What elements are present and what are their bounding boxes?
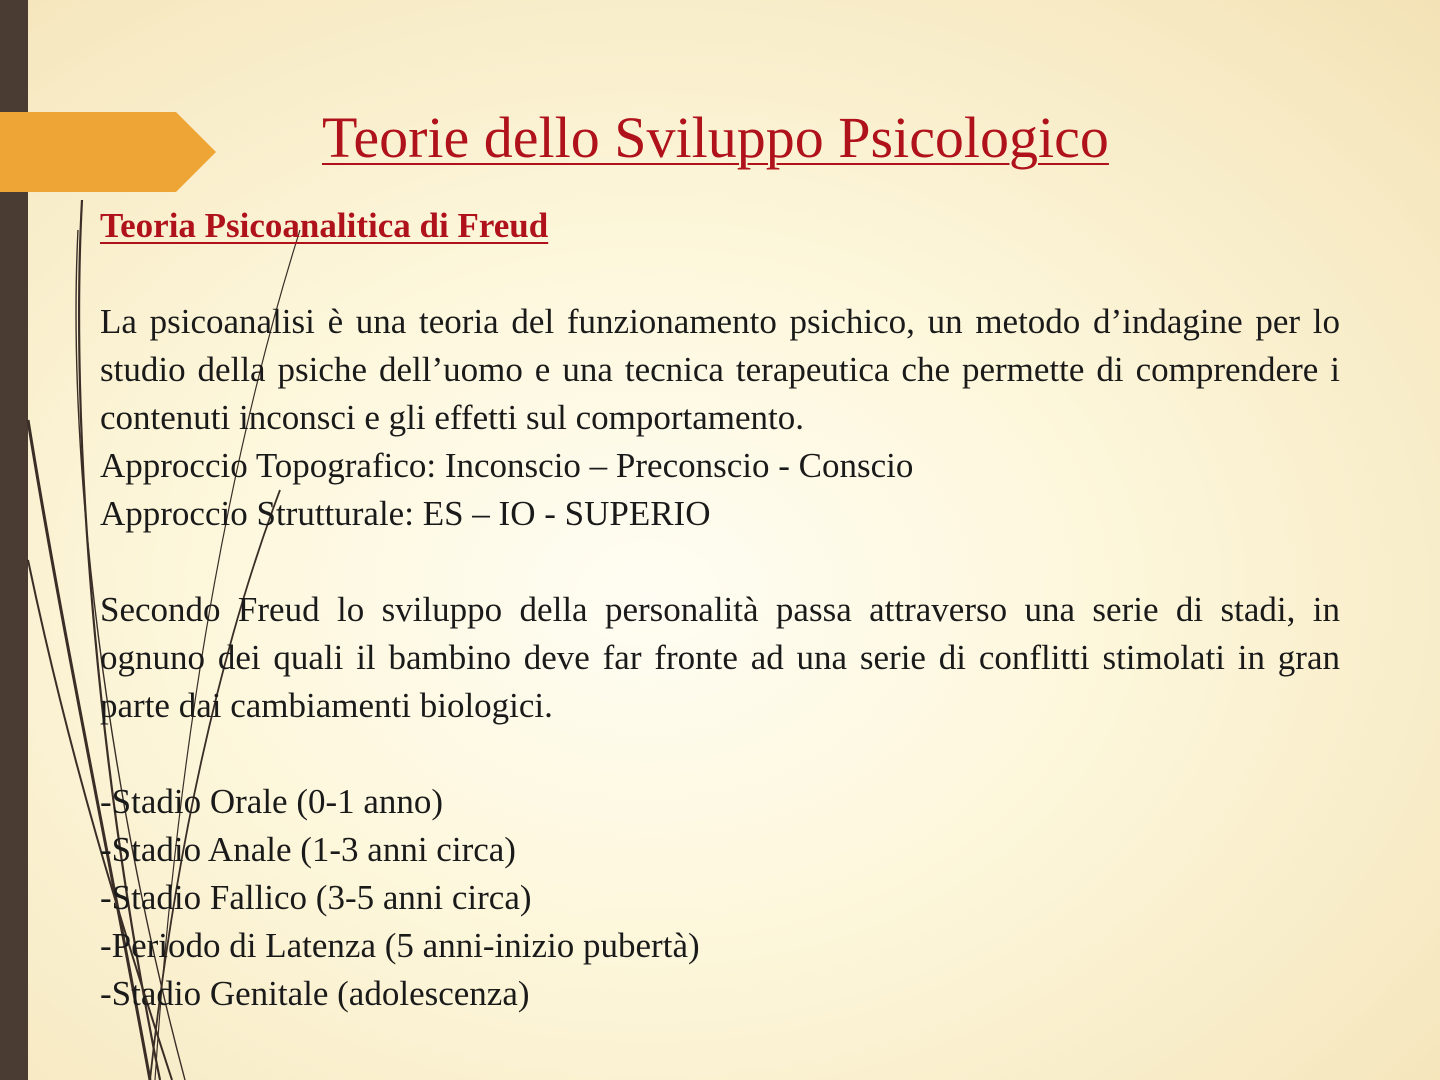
paragraph-psychoanalysis: La psicoanalisi è una teoria del funzionamento psichico, un metodo d’indagine per lo studio della psiche dell’uomo e una tecnica terapeutica che permette di comprendere i contenuti inconsci e gli effetti sul comportamento.: [100, 302, 1340, 437]
orange-arrow-shape: [0, 112, 216, 192]
approach-structural: Approccio Strutturale: ES – IO - SUPERIO: [100, 494, 711, 533]
spacer: [100, 538, 1340, 586]
slide-title: Teorie dello Sviluppo Psicologico: [322, 105, 1109, 170]
stage-item: -Stadio Fallico (3-5 anni circa): [100, 878, 532, 917]
stage-item: -Stadio Genitale (adolescenza): [100, 974, 530, 1013]
spacer: [100, 730, 1340, 778]
paragraph-development: Secondo Freud lo sviluppo della personalità passa attraverso una serie di stadi, in ognuno dei quali il bambino deve far fronte ad una serie di conflitti stimolati in gran parte dai cambiamenti biologici.: [100, 590, 1340, 725]
section-subtitle: Teoria Psicoanalitica di Freud: [100, 206, 549, 245]
slide-content: [100, 202, 1340, 1018]
stage-item: -Periodo di Latenza (5 anni-inizio pubertà): [100, 926, 700, 965]
stage-item: -Stadio Orale (0-1 anno): [100, 782, 444, 821]
stage-item: -Stadio Anale (1-3 anni circa): [100, 830, 516, 869]
approach-topographic: Approccio Topografico: Inconscio – Preconscio - Conscio: [100, 446, 914, 485]
spacer: [100, 250, 1340, 298]
